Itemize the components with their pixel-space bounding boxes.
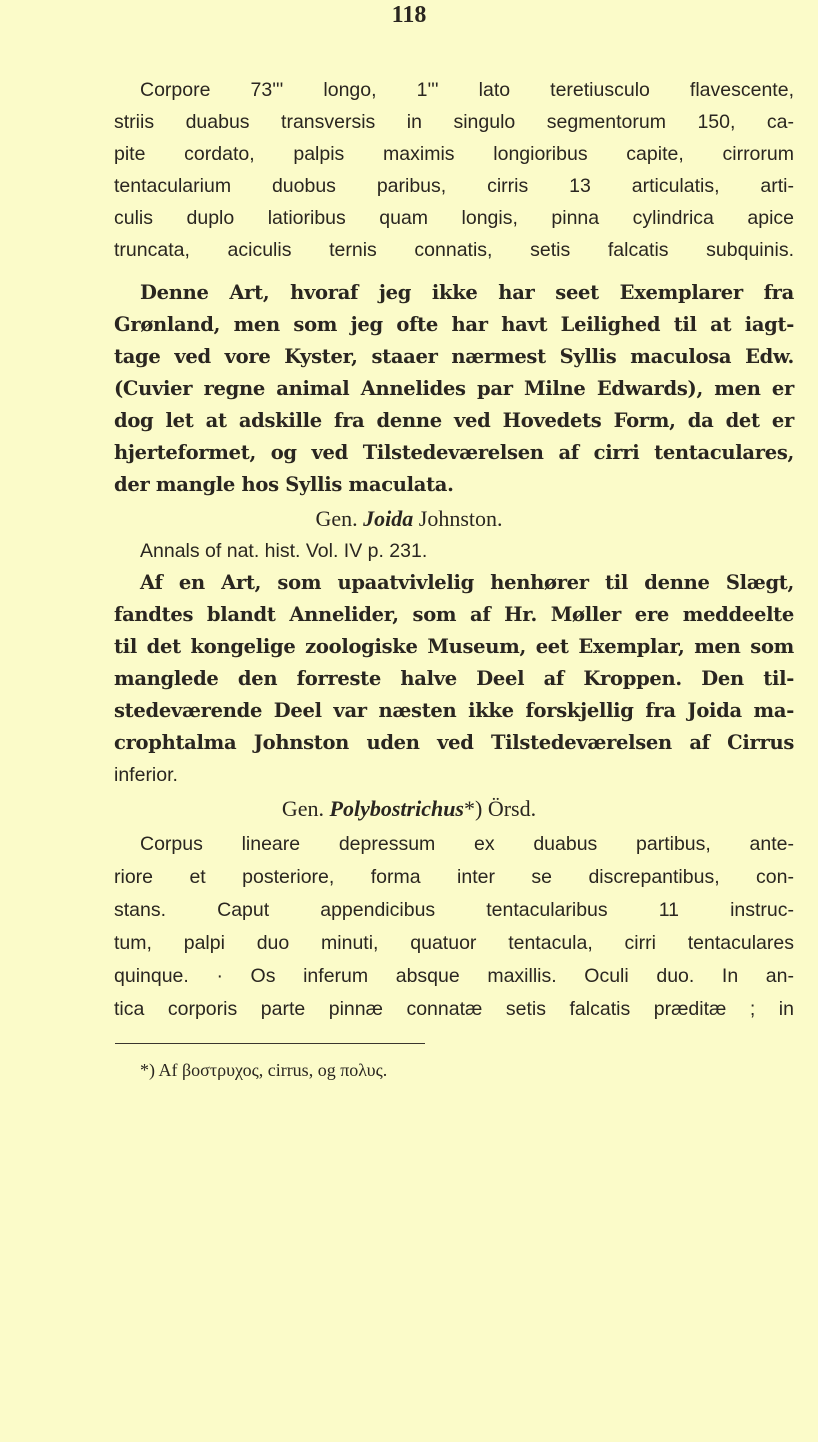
text-line: riore et posteriore, forma inter se discrepantibus, con- <box>114 866 794 888</box>
genus-author: Johnston. <box>418 506 503 531</box>
footnote: *) Af βοστρυχος, cirrus, og πολυς. <box>140 1060 388 1080</box>
heading-prefix: Gen. <box>315 506 358 531</box>
genus-name: Joida <box>363 506 414 531</box>
text-line: hjerteformet, og ved Tilstedeværelsen af cirri tentaculares, <box>114 441 794 464</box>
genus-heading-joida <box>0 505 818 533</box>
footnote-marker: *) <box>464 796 483 821</box>
text-line: stans. Caput appendicibus tentacularibus 11 instruc- <box>114 899 794 921</box>
genus-author: Örsd. <box>487 796 537 821</box>
text-line: til det kongelige zoologiske Museum, eet Exemplar, men som <box>114 635 794 658</box>
genus-heading-polybostrichus <box>0 795 818 823</box>
text-line: Corpus lineare depressum ex duabus partibus, ante- <box>140 833 794 855</box>
text-line: Grønland, men som jeg ofte har havt Leilighed til at iagt- <box>114 313 794 336</box>
text-line: (Cuvier regne animal Annelides par Milne Edwards), men er <box>114 377 794 400</box>
text-line: tage ved vore Kyster, staaer nærmest Syllis maculosa Edw. <box>114 345 794 368</box>
text-line: Corpore 73''' longo, 1''' lato teretiusculo flavescente, <box>140 79 794 101</box>
text-line: striis duabus transversis in singulo segmentorum 150, ca- <box>114 111 794 133</box>
genus-name: Polybostrichus <box>329 796 464 821</box>
reference-line: Annals of nat. hist. Vol. IV p. 231. <box>140 540 428 562</box>
text-line: stedeværende Deel var næsten ikke forskjellig fra Joida ma- <box>114 699 794 722</box>
text-line: fandtes blandt Annelider, som af Hr. Møller ere meddeelte <box>114 603 794 626</box>
text-line: tum, palpi duo minuti, quatuor tentacula, cirri tentaculares <box>114 932 794 954</box>
text-line: crophtalma Johnston uden ved Tilstedeværelsen af Cirrus <box>114 731 794 754</box>
text-line: tica corporis parte pinnæ connatæ setis falcatis præditæ ; in <box>114 998 794 1020</box>
text-line: inferior. <box>114 764 178 786</box>
text-line: pite cordato, palpis maximis longioribus capite, cirrorum <box>114 143 794 165</box>
text-line: dog let at adskille fra denne ved Hovedets Form, da det er <box>114 409 794 432</box>
heading-prefix: Gen. <box>281 796 325 821</box>
text-line: der mangle hos Syllis maculata. <box>114 473 454 496</box>
text-line: Af en Art, som upaatvivlelig henhører til denne Slægt, <box>140 571 794 594</box>
text-line: culis duplo latioribus quam longis, pinna cylindrica apice <box>114 207 794 229</box>
text-line: tentacularium duobus paribus, cirris 13 articulatis, arti- <box>114 175 794 197</box>
footnote-divider <box>115 1043 425 1044</box>
page-number: 118 <box>391 2 427 28</box>
text-line: manglede den forreste halve Deel af Kroppen. Den til- <box>114 667 794 690</box>
text-line: quinque. · Os inferum absque maxillis. Oculi duo. In an- <box>114 965 794 987</box>
text-line: Denne Art, hvoraf jeg ikke har seet Exemplarer fra <box>140 281 794 304</box>
text-line: truncata, aciculis ternis connatis, setis falcatis subquinis. <box>114 239 794 261</box>
